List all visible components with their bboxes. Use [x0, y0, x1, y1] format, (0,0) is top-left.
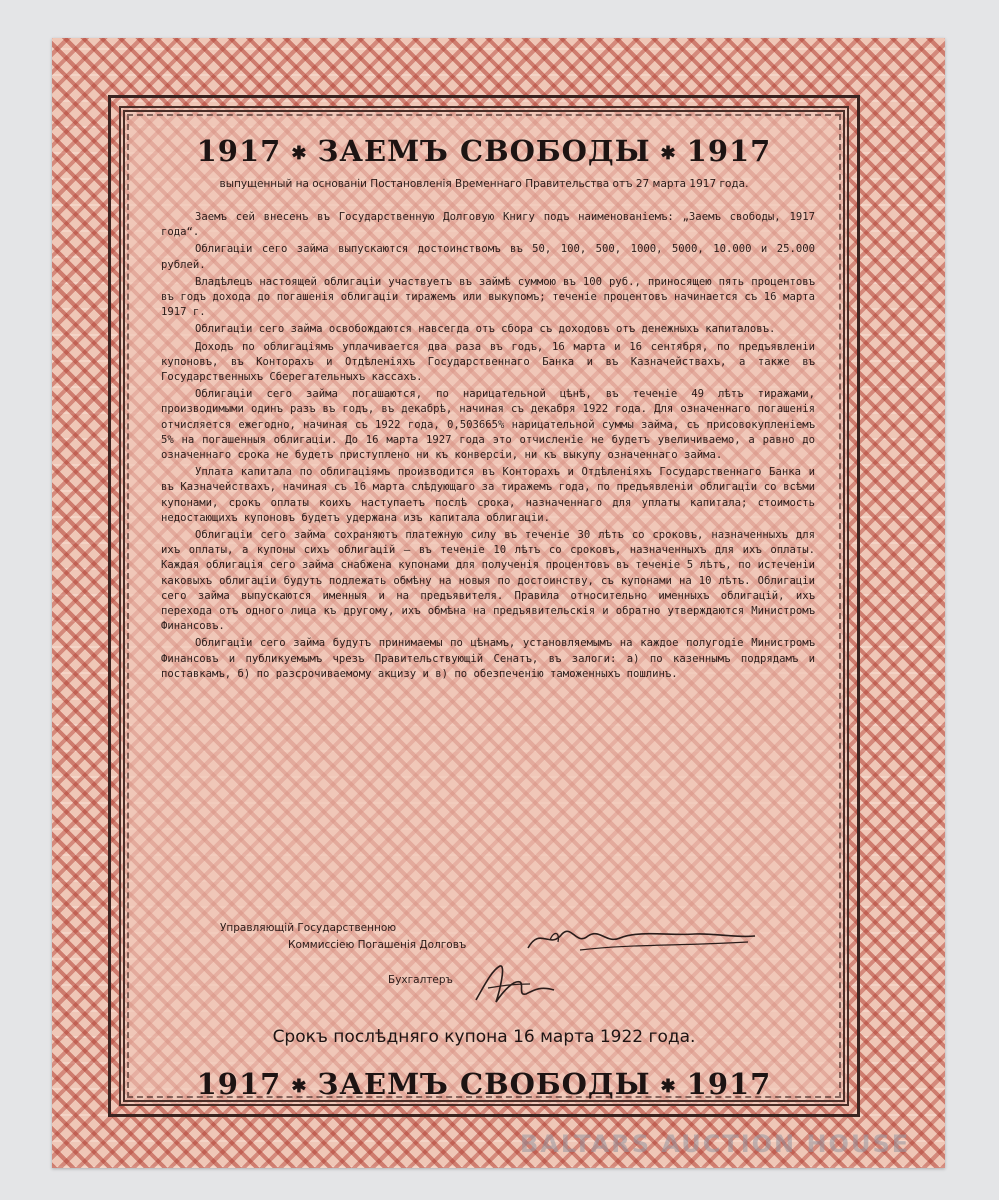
bond-terms: [161, 210, 815, 684]
terms-paragraph: Облигаціи сего займа погашаются, по нарицательной цѣнѣ, въ теченіе 49 лѣтъ тиражами, производимыми одинъ разъ въ годъ, въ декабрѣ, начиная съ декабря 1922 года. Для означеннаго погашенія отчисляется ежегодно, начиная съ 1922 года, 0,503665% нарицательной суммы займа, съ присовокупленіемъ 5% на погашенныя облигаціи. До 16 марта 1927 года это отчисленіе не будетъ увеличиваемо, а равно до означеннаго срока не будетъ приступлено ни къ конверсіи, ни къ выкупу означеннаго займа.: [161, 388, 815, 462]
bookkeeper-label: Бухгалтеръ: [388, 974, 453, 986]
terms-paragraph: Заемъ сей внесенъ въ Государственную Долговую Книгу подъ наименованіемъ: „Заемъ свободы, 1917 года“.: [161, 211, 815, 239]
last-coupon-note: Срокъ послѣдняго купона 16 марта 1922 года.: [272, 1027, 696, 1047]
terms-paragraph: Владѣлецъ настоящей облигаціи участвуетъ въ займѣ суммою въ 100 руб., приносящею пять процентовъ въ годъ дохода до погашенія облигаціи тиражемъ или выкупомъ; теченіе процентовъ начинается съ 16 марта 1917 г.: [161, 275, 815, 319]
terms-paragraph: Облигаціи сего займа сохраняютъ платежную силу въ теченіе 30 лѣтъ со сроковъ, назначенныхъ для ихъ оплаты, а купоны сихъ облигацій — въ теченіе 10 лѣтъ со сроковъ, назначенныхъ для ихъ оплаты. Каждая облигація сего займа снабжена купонами для полученія процентовъ въ теченіе 5 лѣтъ, по истеченіи каковыхъ облигаціи будутъ подлежать обмѣну на новыя по достоинству, съ купонами на 10 лѣтъ. Облигаціи сего займа выпускаются именныя и на предъявителя. Правила относительно именныхъ облигацій, ихъ перехода отъ одного лица къ другому, ихъ обмѣна на предъявительскія и обратно утверждаются Министромъ Финансовъ.: [161, 529, 815, 633]
star-icon: ✱: [660, 1075, 677, 1097]
signature-icon: [520, 920, 760, 960]
bond-frame-inner: [119, 106, 849, 1106]
terms-paragraph: Уплата капитала по облигаціямъ производится въ Конторахъ и Отдѣленіяхъ Государственнаго Банка и въ Казначействахъ, начиная съ 16 марта слѣдующаго за тиражемъ года, по предъявленіи облигаціи со всѣми купонами, срокъ оплаты коихъ наступаетъ послѣ срока, назначеннаго для уплаты капитала; стоимость недостающихъ купоновъ будетъ удержана изъ капитала облигаціи.: [161, 466, 815, 524]
bond-title: [125, 134, 843, 168]
bond-footer-title: [125, 1067, 843, 1101]
bond-subtitle: выпущенный на основаніи Постановленія Временнаго Правительства отъ 27 марта 1917 года.: [219, 178, 749, 190]
auction-watermark: BALTARS AUCTION HOUSE: [520, 1130, 911, 1158]
terms-paragraph: Доходъ по облигаціямъ уплачивается два раза въ годъ, 16 марта и 16 сентября, по предъявленіи купоновъ, въ Конторахъ и Отдѣленіяхъ Государственнаго Банка и въ Казначействахъ, а также въ Государственныхъ Сберегательныхъ кассахъ.: [161, 340, 815, 384]
signatory-line-1: Управляющій Государственною: [220, 922, 397, 934]
terms-paragraph: Облигаціи сего займа выпускаются достоинствомъ въ 50, 100, 500, 1000, 5000, 10.000 и 25.000 рублей.: [161, 243, 815, 271]
star-icon: ✱: [660, 142, 677, 164]
star-icon: ✱: [291, 1075, 308, 1097]
footer-text: ЗАЕМЪ СВОБОДЫ: [317, 1067, 651, 1101]
bond-frame: [108, 95, 860, 1117]
terms-paragraph: Облигаціи сего займа будутъ принимаемы по цѣнамъ, установляемымъ на каждое полугодіе Министромъ Финансовъ и публикуемымъ чрезъ Правительствующій Сенатъ, въ залоги: а) по казеннымъ подрядамъ и поставкамъ, б) по разсрочиваемому акцизу и в) по обезпеченію таможенныхъ пошлинъ.: [161, 637, 815, 680]
footer-year-left: 1917: [196, 1067, 282, 1101]
terms-paragraph: Облигаціи сего займа освобождаются навсегда отъ сбора съ доходовъ отъ денежныхъ капиталовъ.: [195, 323, 776, 336]
signatory-label: [220, 920, 466, 954]
footer-year-right: 1917: [686, 1067, 772, 1101]
title-year-right: 1917: [686, 134, 772, 168]
signatory-line-2: Коммиссіею Погашенія Долговъ: [288, 939, 467, 951]
title-year-left: 1917: [196, 134, 282, 168]
title-text: ЗАЕМЪ СВОБОДЫ: [317, 134, 651, 168]
star-icon: ✱: [291, 142, 308, 164]
signature-icon: [470, 960, 560, 1010]
